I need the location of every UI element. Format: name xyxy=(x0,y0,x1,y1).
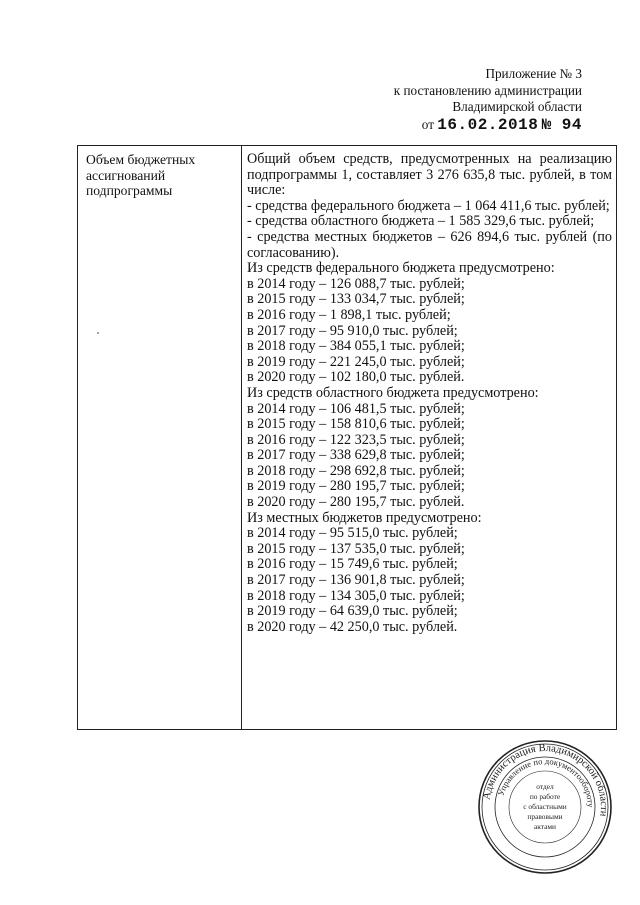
federal-year-line: в 2016 году – 1 898,1 тыс. рублей; xyxy=(247,306,451,323)
funding-item-federal: - средства федерального бюджета – 1 064 411,6 тыс. рублей; xyxy=(247,197,610,214)
local-year-line: в 2018 году – 134 305,0 тыс. рублей; xyxy=(247,587,465,604)
scan-speck xyxy=(97,332,99,334)
federal-year-line: в 2019 году – 221 245,0 тыс. рублей; xyxy=(247,353,465,370)
value-cell xyxy=(242,146,617,730)
regional-year-line: в 2018 году – 298 692,8 тыс. рублей; xyxy=(247,462,465,479)
section-title-local: Из местных бюджетов предусмотрено: xyxy=(247,509,482,526)
appendix-header xyxy=(394,66,582,133)
section-title-regional: Из средств областного бюджета предусмотрено: xyxy=(247,384,539,401)
stamp-center-line: с областными xyxy=(523,802,567,811)
table-row xyxy=(78,146,617,730)
federal-year-line: в 2018 году – 384 055,1 тыс. рублей; xyxy=(247,338,465,355)
federal-year-line: в 2017 году – 95 910,0 тыс. рублей; xyxy=(247,322,458,339)
stamp-seal xyxy=(475,737,615,877)
regional-year-line: в 2015 году – 158 810,6 тыс. рублей; xyxy=(247,416,465,433)
regional-year-line: в 2020 году – 280 195,7 тыс. рублей. xyxy=(247,494,465,511)
federal-year-line: в 2015 году – 133 034,7 тыс. рублей; xyxy=(247,291,465,308)
appendix-reference: к постановлению администрации xyxy=(393,82,582,98)
date-prefix: от xyxy=(421,116,434,132)
regional-year-line: в 2019 году – 280 195,7 тыс. рублей; xyxy=(247,478,465,495)
intro-paragraph: Общий объем средств, предусмотренных на реализацию подпрограммы 1, составляет 3 276 635,8 тыс. рублей, в том числе: xyxy=(247,151,612,199)
handwritten-date: 16.02.2018 xyxy=(437,115,539,134)
local-year-line: в 2019 году – 64 639,0 тыс. рублей; xyxy=(247,603,458,620)
stamp-inner-text: Управление по документообороту xyxy=(495,755,597,808)
stamp-center-line: отдел xyxy=(536,782,554,791)
funding-item-regional: - средства областного бюджета – 1 585 329,6 тыс. рублей; xyxy=(247,213,595,230)
appendix-date-line xyxy=(394,117,582,134)
stamp-center-line: актами xyxy=(533,822,557,831)
label-cell: Объем бюджетных ассигнований подпрограммы xyxy=(78,146,242,730)
federal-year-line: в 2014 году – 126 088,7 тыс. рублей; xyxy=(247,275,465,292)
regional-year-line: в 2016 году – 122 323,5 тыс. рублей; xyxy=(247,431,465,448)
stamp-center-line: по работе xyxy=(529,792,561,801)
regional-year-line: в 2017 году – 338 629,8 тыс. рублей; xyxy=(247,447,465,464)
appendix-number: Приложение № 3 xyxy=(485,66,582,81)
handwritten-number: № 94 xyxy=(541,115,582,134)
appendix-region: Владимирской области xyxy=(452,99,582,115)
regional-year-line: в 2014 году – 106 481,5 тыс. рублей; xyxy=(247,400,465,417)
stamp-outer-text: Администрация Владимирской области xyxy=(481,742,610,818)
local-year-line: в 2014 году – 95 515,0 тыс. рублей; xyxy=(247,525,458,542)
federal-year-line: в 2020 году – 102 180,0 тыс. рублей. xyxy=(247,369,465,386)
local-year-line: в 2015 году – 137 535,0 тыс. рублей; xyxy=(247,540,465,557)
local-year-line: в 2016 году – 15 749,6 тыс. рублей; xyxy=(247,556,458,573)
local-year-line: в 2020 году – 42 250,0 тыс. рублей. xyxy=(247,618,458,635)
local-year-line: в 2017 году – 136 901,8 тыс. рублей; xyxy=(247,572,465,589)
stamp-center-line: правовыми xyxy=(527,812,563,821)
official-stamp xyxy=(475,737,615,877)
funding-item-local: - средства местных бюджетов – 626 894,6 тыс. рублей (по согласованию). xyxy=(247,228,612,261)
budget-table xyxy=(77,145,617,730)
section-title-federal: Из средств федерального бюджета предусмотрено: xyxy=(247,260,555,277)
